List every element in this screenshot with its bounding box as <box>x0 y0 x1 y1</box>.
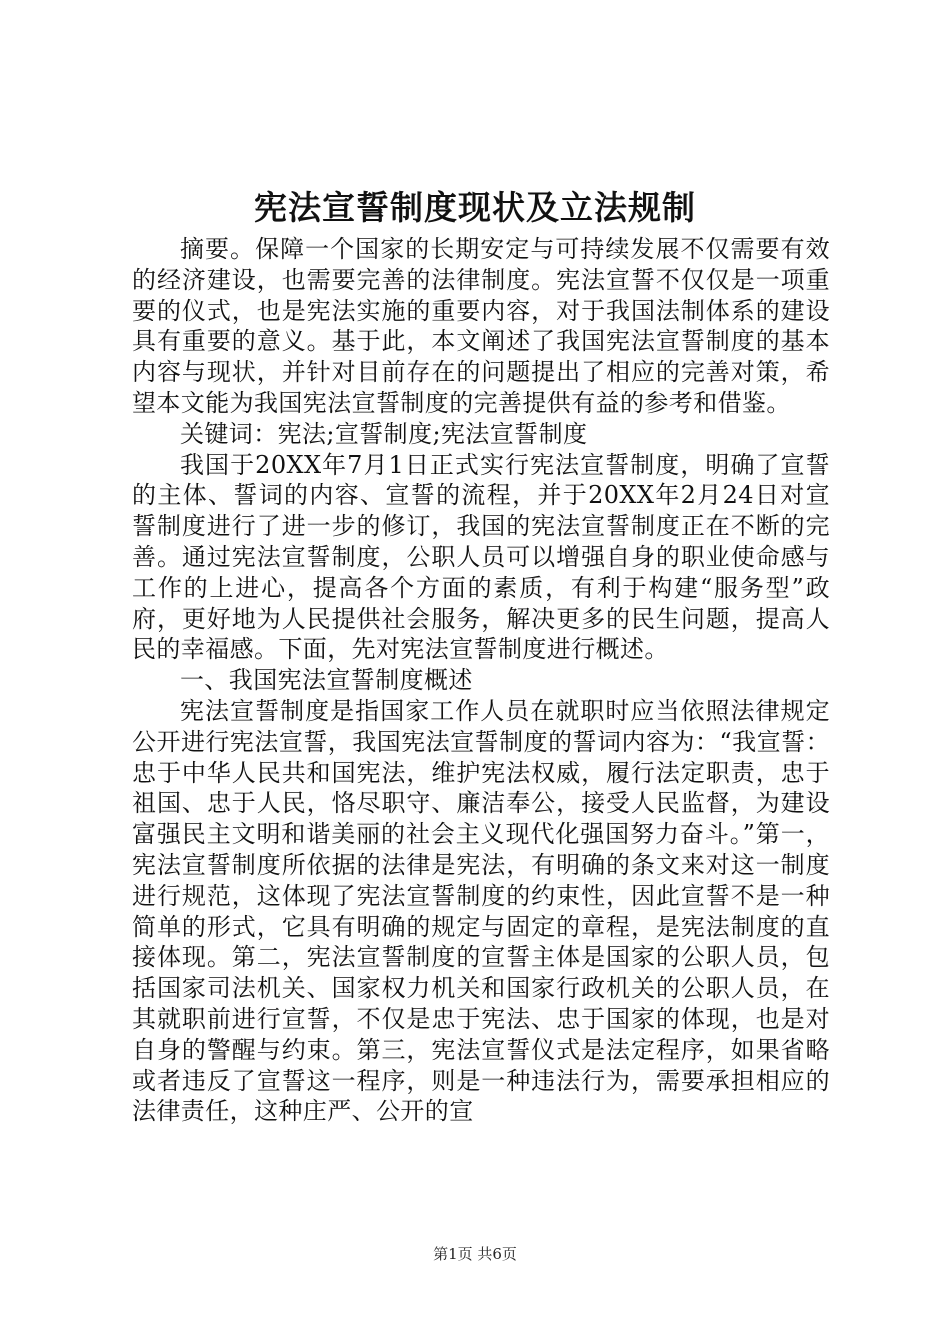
keywords-paragraph: 关键词：宪法;宣誓制度;宪法宣誓制度 <box>180 419 588 448</box>
section-paragraph: 宪法宣誓制度是指国家工作人员在就职时应当依照法律规定公开进行宪法宣誓，我国宪法宣誓制度的誓词内容为：“我宣誓：忠于中华人民共和国宪法，维护宪法权威，履行法定职责，忠于祖国、忠于人民，恪尽职守、廉洁奉公，接受人民监督，为建设富强民主文明和谐美丽的社会主义现代化强国努力奋斗。”第一，宪法宣誓制度所依据的法律是宪法，有明确的条文来对这一制度进行规范，这体现了宪法宣誓制度的约束性，因此宣誓不是一种简单的形式，它具有明确的规定与固定的章程，是宪法制度的直接体现。第二，宪法宣誓制度的宣誓主体是国家的公职人员，包括国家司法机关、国家权力机关和国家行政机关的公职人员，在其就职前进行宣誓，不仅是忠于宪法、忠于国家的体现，也是对自身的警醒与约束。第三，宪法宣誓仪式是法定程序，如果省略或者违反了宣誓这一程序，则是一种违法行为，需要承担相应的法律责任，这种庄严、公开的宣 <box>132 696 830 1126</box>
section-heading: 一、我国宪法宣誓制度概述 <box>180 666 473 695</box>
document-body <box>132 234 830 1127</box>
intro-paragraph: 我国于20XX年7月1日正式实行宪法宣誓制度，明确了宣誓的主体、誓词的内容、宣誓的流程，并于20XX年2月24日对宣誓制度进行了进一步的修订，我国的宪法宣誓制度正在不断的完善。通过宪法宣誓制度，公职人员可以增强自身的职业使命感与工作的上进心，提高各个方面的素质，有利于构建“服务型”政府，更好地为人民提供社会服务，解决更多的民生问题，提高人民的幸福感。下面，先对宪法宣誓制度进行概述。 <box>132 450 830 664</box>
page-footer: 第1页 共6页 <box>433 1245 517 1263</box>
abstract-paragraph: 摘要。保障一个国家的长期安定与可持续发展不仅需要有效的经济建设，也需要完善的法律制度。宪法宣誓不仅仅是一项重要的仪式，也是宪法实施的重要内容，对于我国法制体系的建设具有重要的意义。基于此，本文阐述了我国宪法宣誓制度的基本内容与现状，并针对目前存在的问题提出了相应的完善对策，希望本文能为我国宪法宣誓制度的完善提供有益的参考和借鉴。 <box>132 235 830 417</box>
document-title: 宪法宣誓制度现状及立法规制 <box>254 188 696 227</box>
